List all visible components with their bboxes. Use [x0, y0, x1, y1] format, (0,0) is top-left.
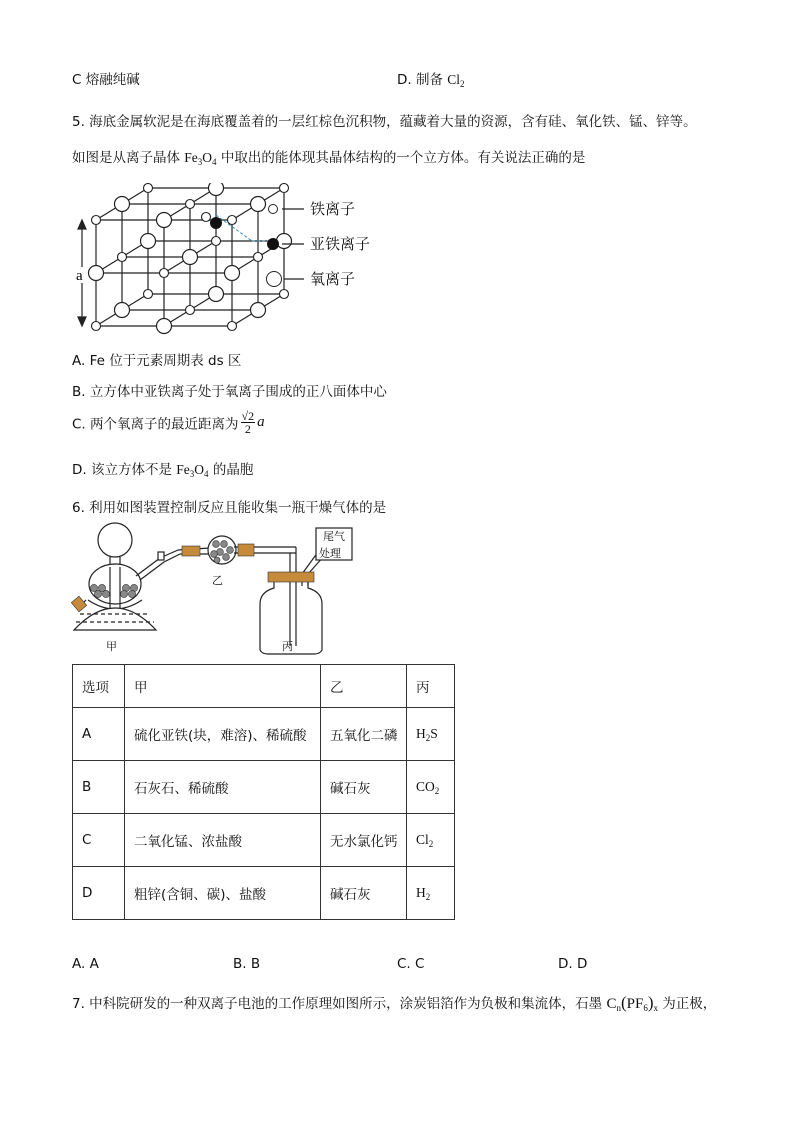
table-cell: A: [73, 708, 125, 761]
q6-options-table: [72, 664, 455, 920]
legend-ferrous-ion-icon: [266, 234, 306, 254]
table-cell: 粗锌(含铜、碳)、盐酸: [125, 867, 321, 920]
table-header-cell: 乙: [321, 665, 407, 708]
table-row: [73, 814, 455, 867]
table-row: [73, 708, 455, 761]
apparatus-label-yi: 乙: [212, 574, 223, 587]
q6-stem: 6. 利用如图装置控制反应且能收集一瓶干燥气体的是: [72, 500, 387, 516]
table-cell: 无水氯化钙: [321, 814, 407, 867]
table-cell: C: [73, 814, 125, 867]
table-cell: $H_2S$: [407, 708, 455, 761]
tail-gas-label-2: 处理: [319, 547, 341, 560]
q4-option-d: D. 制备 $Cl_2$: [397, 72, 465, 89]
legend-label-oxygen-ion: 氧离子: [310, 270, 356, 288]
table-cell: $CO_2$: [407, 761, 455, 814]
table-cell: 五氧化二磷: [321, 708, 407, 761]
q5-option-b: B. 立方体中亚铁离子处于氧离子围成的正八面体中心: [72, 384, 387, 400]
legend-oxygen-ion-icon: [266, 268, 306, 290]
table-header-row: [73, 665, 455, 708]
apparatus-label-jia: 甲: [106, 640, 117, 653]
table-cell: 二氧化锰、浓盐酸: [125, 814, 321, 867]
table-cell: 硫化亚铁(块，难溶)、稀硫酸: [125, 708, 321, 761]
q6-answer-b: B. B: [233, 956, 261, 972]
table-cell: 碱石灰: [321, 867, 407, 920]
q5-stem-line1: 5. 海底金属软泥是在海底覆盖着的一层红棕色沉积物，蕴藏着大量的资源，含有硅、氧化铁、锰、锌等。: [72, 114, 697, 130]
q6-answer-a: A. A: [72, 956, 99, 972]
sqrt2-over-2-fraction: $\frac{√2}{2}$: [241, 409, 255, 436]
table-cell: $H_2$: [407, 867, 455, 920]
table-header-cell: 丙: [407, 665, 455, 708]
legend-iron-ion-icon: [266, 199, 306, 219]
dimension-label-a: a: [76, 268, 83, 284]
table-header-cell: 甲: [125, 665, 321, 708]
legend-label-ferrous-ion: 亚铁离子: [310, 235, 371, 253]
q7-stem: 7. 中科院研发的一种双离子电池的工作原理如图所示，涂炭铝箔作为负极和集流体，石墨 $C_n(PF_6)_x$ 为正极，: [72, 993, 717, 1013]
table-row: [73, 761, 455, 814]
tail-gas-label-1: 尾气: [323, 530, 345, 543]
table-cell: D: [73, 867, 125, 920]
q5-option-d: D. 该立方体不是 $Fe_3O_4$ 的晶胞: [72, 462, 254, 479]
q6-answer-c: C. C: [397, 956, 425, 972]
q5-option-c: C. 两个氧离子的最近距离为 $\frac{√2}{2}$ a: [72, 409, 265, 436]
graphite-formula: $C_n(PF_6)_x$: [606, 993, 659, 1013]
table-row: [73, 867, 455, 920]
table-cell: $Cl_2$: [407, 814, 455, 867]
table-cell: 石灰石、稀硫酸: [125, 761, 321, 814]
apparatus-label-bing: 丙: [282, 640, 293, 653]
legend-label-iron-ion: 铁离子: [310, 200, 356, 218]
q5-option-a: A. Fe 位于元素周期表 ds 区: [72, 353, 242, 369]
q6-answer-d: D. D: [558, 956, 588, 972]
q5-stem-line2: 如图是从离子晶体 $Fe_3O_4$ 中取出的能体现其晶体结构的一个立方体。有关说法正确的是: [72, 150, 586, 167]
fe3o4-formula: $Fe_3O_4$: [184, 150, 217, 167]
q4-option-c: C 熔融纯碱: [72, 72, 140, 88]
table-cell: 碱石灰: [321, 761, 407, 814]
table-cell: B: [73, 761, 125, 814]
table-header-cell: 选项: [73, 665, 125, 708]
